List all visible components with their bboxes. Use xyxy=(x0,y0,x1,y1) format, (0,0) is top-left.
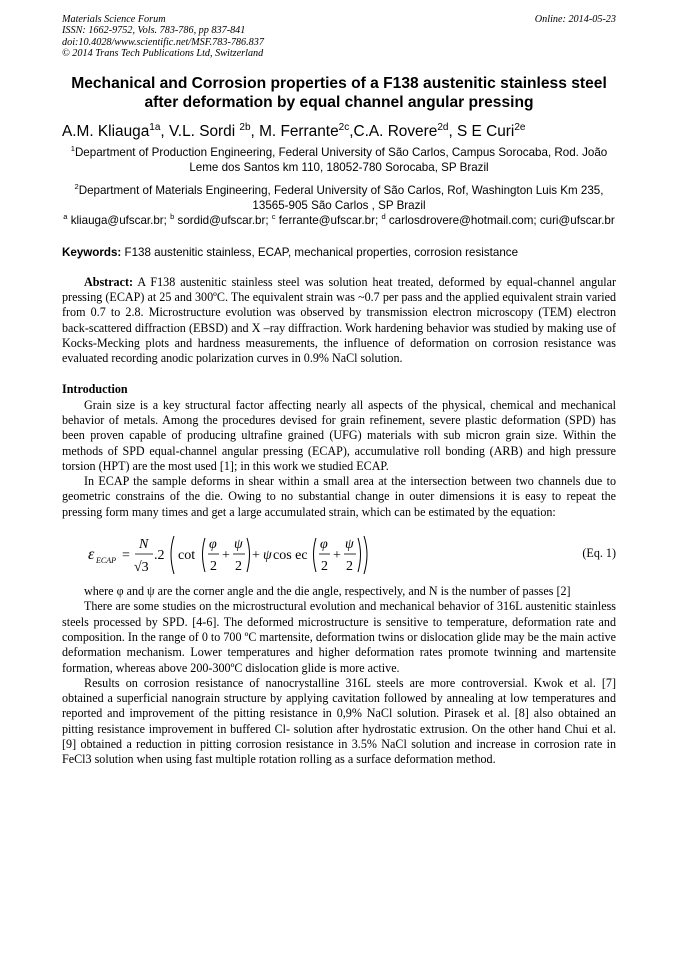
paper-title: Mechanical and Corrosion properties of a F138 austenitic stainless steel after deformation by equal channel angular pressing xyxy=(71,74,607,111)
journal-name: Materials Science Forum xyxy=(62,14,166,25)
paper-page xyxy=(62,14,616,768)
intro-paragraph-4: Results on corrosion resistance of nanocrystalline 316L steels are more controversial. Kwok et al. [7] obtained a superficial nanograin structure by applying cavitation followed by annealing at low temperatures and reported and improvement of the pitting resistance in 0,9% NaCl solution. Pirasek et al. [8] also obtained an pitting resistance improvement in buffered Cl- solution after hydrostatic extrusion. On the other hand Chui et al. [9] obtained a reduction in pitting corrosion resistance in 3.5% NaCl solution and increase in corrosion rate in FeCl3 solution when using fast multiple rotation rolling as a surface deformation method. xyxy=(62,675,616,767)
equation-label: (Eq. 1) xyxy=(582,546,616,561)
email-link[interactable]: kliauga@ufscar.br; xyxy=(70,213,171,227)
keywords xyxy=(62,246,616,259)
abstract-text: A F138 austenitic stainless steel was solution heat treated, deformed by equal-channel angular pressing (ECAP) at 25 and 300ºC. The equivalent strain was ~0.7 per pass and the applied equivalent strain varied from 0.7 to 2.8. Microstructure evolution was observed by transmission electron microscopy (TEM) electron back-scattered diffraction (EBSD) and X –ray diffraction. Work hardening behavior was studied by making use of Kocks-Mecking plots and hardness measurements, the influence of deformation on corrosion resistance was evaluated recording anodic polarization curves in 0.9% NaCl solution. xyxy=(62,274,616,366)
journal-header xyxy=(62,14,616,60)
abstract xyxy=(62,275,616,367)
intro-paragraph-1: Grain size is a key structural factor affecting nearly all aspects of the physical, chemical and mechanical behavior of metals. Among the procedures devised for grain refinement, severe plastic deformation (SPD) has been proven capable of producing ultrafine grained (UFG) materials with sub micron grain size. Within the methods of SPD equal-channel angular pressing (ECAP), accumulative roll bonding (ARB) and high pressure torsion (HPT) are the most used [1]; in this work we studied ECAP. xyxy=(62,397,616,473)
svg-text:2: 2 xyxy=(210,559,217,575)
author-list xyxy=(62,123,616,141)
keywords-text: F138 austenitic stainless, ECAP, mechanical properties, corrosion resistance xyxy=(121,245,519,259)
intro-paragraph-3: There are some studies on the microstructural evolution and mechanical behavior of 316L austenitic stainless steels processed by SPD. [4-6]. The deformed microstructure is sensitive to temperature, deformation rate and composition. In the range of 0 to 700 ºC martensite, deformation twins or dislocation glide may be the main active deformation mechanism. Lower temperatures and higher deformation rates promote twinning and martensite formation, whereas above 200-300ºC dislocation glide is more active. xyxy=(62,599,616,675)
svg-text:ψ: ψ xyxy=(345,537,354,553)
svg-text:ψ: ψ xyxy=(234,537,243,553)
email-link[interactable]: sordid@ufscar.br; xyxy=(177,213,272,227)
svg-text:.2: .2 xyxy=(154,548,165,564)
svg-text:2: 2 xyxy=(235,559,242,575)
email-link[interactable]: ferrante@ufscar.br; xyxy=(278,213,382,227)
abstract-label: Abstract: xyxy=(84,274,134,289)
svg-text:ψ: ψ xyxy=(263,548,272,564)
svg-text:2: 2 xyxy=(321,559,328,575)
issn-line: ISSN: 1662-9752, Vols. 783-786, pp 837-841 xyxy=(62,25,246,37)
svg-text:φ: φ xyxy=(209,537,217,553)
svg-text:2: 2 xyxy=(346,559,353,575)
svg-text:ECAP: ECAP xyxy=(96,556,116,566)
author: V.L. Sordi $^{2b}$, xyxy=(168,121,260,140)
svg-text:cos ec: cos ec xyxy=(273,548,308,564)
section-heading-introduction: Introduction xyxy=(62,382,128,397)
svg-text:+: + xyxy=(252,548,260,564)
intro-paragraph-2: In ECAP the sample deforms in shear within a small area at the intersection between two channels due to geometric constrains of the die. Owing to no substantial change in outer dimensions it is easy to repeat the pressing form many times and get a large accumulated strain, which can be estimated by the equation: xyxy=(62,474,616,519)
svg-text:+: + xyxy=(222,548,230,564)
svg-text:ε: ε xyxy=(88,546,95,564)
email-list: $^a$ kliauga@ufscar.br; $^b$ sordid@ufscar.br; $^c$ ferrante@ufscar.br; $^d$ carlosdrovere@hotmail.com; curi@ufscar.br xyxy=(63,211,615,227)
svg-text:cot: cot xyxy=(178,548,196,564)
copyright-line: © 2014 Trans Tech Publications Ltd, Switzerland xyxy=(62,48,264,60)
online-date: Online: 2014-05-23 xyxy=(534,14,616,25)
doi-line: doi:10.4028/www.scientific.net/MSF.783-786.837 xyxy=(62,36,264,48)
affiliation-1: $^1$Department of Production Engineering, Federal University of São Carlos, Campus Sorocaba, Rod. João Leme dos Santos km 110, 18052-780 Sorocaba, SP Brazil xyxy=(70,143,608,174)
svg-text:=: = xyxy=(122,548,130,564)
svg-text:+: + xyxy=(333,548,341,564)
equation-explanation: where φ and ψ are the corner angle and the die angle, respectively, and N is the number of passes [2] xyxy=(84,584,571,599)
svg-text:√3: √3 xyxy=(134,560,149,576)
email-link[interactable]: carlosdrovere@hotmail.com; curi@ufscar.br xyxy=(388,213,615,227)
equation-formula xyxy=(88,530,418,578)
author: A.M. Kliauga$^{1a}$, xyxy=(62,121,169,140)
svg-text:φ: φ xyxy=(320,537,328,553)
author: M. Ferrante$^{2c}$, xyxy=(259,121,354,140)
affiliation-2: $^2$Department of Materials Engineering, Federal University of São Carlos, Rof, Washington Luis Km 235, 13565-905 São Carlos , SP Brazil xyxy=(74,181,604,212)
author: C.A. Rovere$^{2d}$, xyxy=(353,121,457,140)
svg-text:N: N xyxy=(139,537,149,553)
equation-1 xyxy=(62,530,616,578)
keywords-label: Keywords: xyxy=(62,245,122,259)
author: S E Curi$^{2e}$ xyxy=(457,121,526,140)
